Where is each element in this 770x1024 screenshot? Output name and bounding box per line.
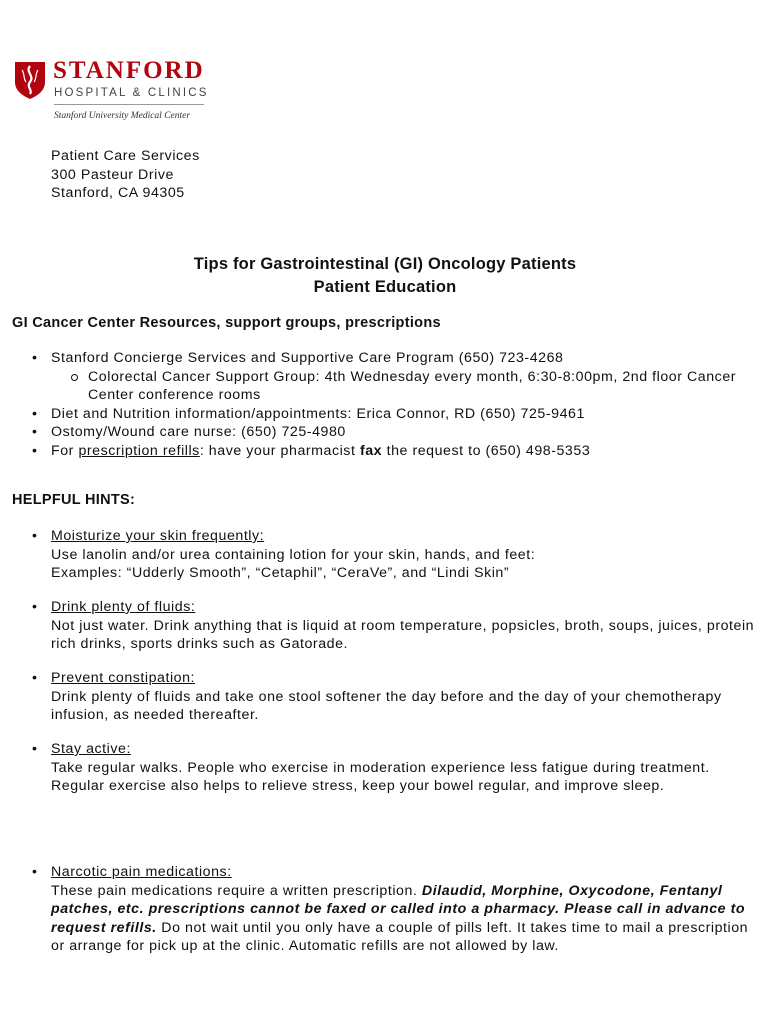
list-item <box>30 442 750 461</box>
stanford-logo <box>13 58 213 128</box>
hint-active <box>30 740 758 796</box>
hint-body: Use lanolin and/or urea containing lotion for your skin, hands, and feet: <box>51 546 536 563</box>
hint-title: • Narcotic pain medications: <box>51 864 232 880</box>
hint-body: Examples: “Udderly Smooth”, “Cetaphil”, “CeraVe”, and “Lindi Skin” <box>51 565 510 581</box>
hint-fluids <box>30 598 758 654</box>
list-item <box>30 527 758 583</box>
fax-emphasis: fax <box>359 442 383 459</box>
refill-text: : have your pharmacist <box>199 442 360 459</box>
resources-sublist <box>67 368 750 405</box>
list-item <box>30 669 758 725</box>
title-line: Tips for Gastrointestinal (GI) Oncology Patients <box>193 255 577 273</box>
stanford-seal-icon <box>13 60 47 100</box>
hint-warning-text: Dilaudid, Morphine, Oxycodone, Fentanyl patches, etc. prescriptions cannot be faxed or called into a pharmacy. Please call in advance to request refills. <box>51 882 746 936</box>
hint-title: • Prevent constipation: <box>51 670 196 686</box>
logo-name: STANFORD <box>53 57 205 84</box>
hint-body: Drink plenty of fluids and take one stool softener the day before and the day of your chemotherapy infusion, as needed thereafter. <box>51 688 722 723</box>
address-line: Stanford, CA 94305 <box>51 185 185 201</box>
hint-title: • Stay active: <box>51 741 131 757</box>
list-item <box>30 740 758 796</box>
hint-skin <box>30 527 758 583</box>
list-item <box>30 598 758 654</box>
hint-body-text: Do not wait until you only have a couple of pills left. It takes time to mail a prescription or arrange for pick up at the clinic. Automatic refills are not allowed by law. <box>51 919 749 954</box>
hint-body-text: These pain medications require a written prescription. <box>51 882 422 899</box>
list-item: • Diet and Nutrition information/appointments: Erica Connor, RD (650) 725-9461 <box>30 405 750 424</box>
refill-text: the request to (650) 498-5353 <box>382 442 591 459</box>
list-item: • Ostomy/Wound care nurse: (650) 725-4980 <box>30 423 750 442</box>
list-item: Colorectal Cancer Support Group: 4th Wednesday every month, 6:30-8:00pm, 2nd floor Cancer Center conference rooms <box>67 368 750 405</box>
logo-subtitle: HOSPITAL & CLINICS <box>54 87 209 99</box>
logo-divider <box>54 104 204 105</box>
hint-constipation <box>30 669 758 725</box>
list-item <box>30 863 758 956</box>
resources-heading: GI Cancer Center Resources, support groups, prescriptions <box>12 315 441 331</box>
address-block <box>51 147 200 203</box>
hint-body <box>51 882 758 956</box>
hint-narcotic <box>30 863 758 956</box>
address-line: Patient Care Services <box>51 148 200 164</box>
list-item <box>30 349 750 405</box>
hint-body: Not just water. Drink anything that is liquid at room temperature, popsicles, broth, soups, juices, protein rich drinks, sports drinks such as Gatorade. <box>51 617 755 652</box>
hint-body: Take regular walks. People who exercise in moderation experience less fatigue during treatment. Regular exercise also helps to relieve stress, keep your bowel regular, and improve sleep. <box>51 759 710 794</box>
prescription-refills-link[interactable]: prescription refills <box>78 442 200 459</box>
title-subline: Patient Education <box>313 277 457 296</box>
document-title <box>0 253 770 298</box>
refill-text: For <box>51 442 79 459</box>
concierge-text: Stanford Concierge Services and Supportive Care Program (650) 723-4268 <box>51 350 564 366</box>
hint-title: • Drink plenty of fluids: <box>51 599 196 615</box>
logo-tagline: Stanford University Medical Center <box>54 111 191 121</box>
helpful-hints-heading: HELPFUL HINTS: <box>12 492 136 508</box>
address-line: 300 Pasteur Drive <box>51 166 174 183</box>
resources-list <box>30 349 750 460</box>
hint-title: • Moisturize your skin frequently: <box>51 528 265 544</box>
